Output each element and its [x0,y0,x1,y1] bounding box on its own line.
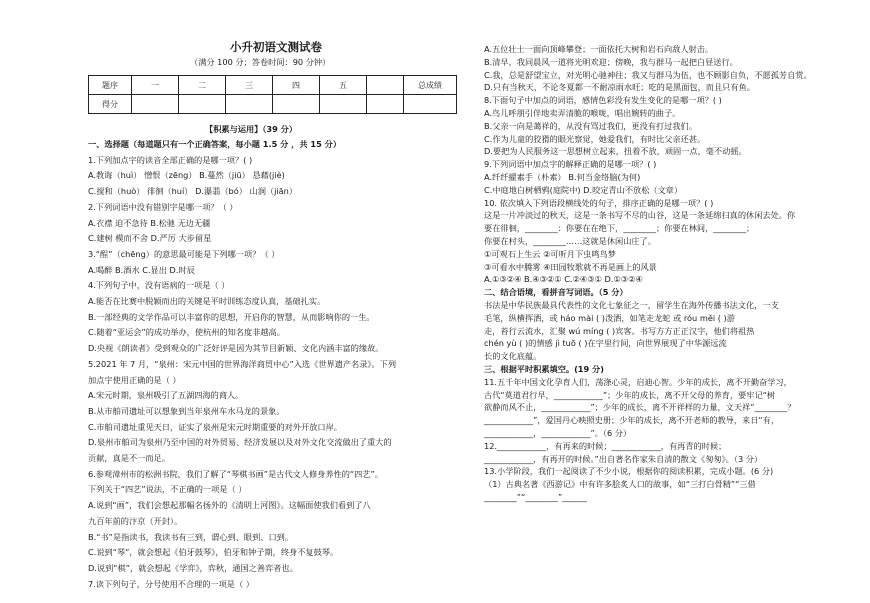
score-cell[interactable] [367,95,404,114]
question-line: 三、根据平时积累填空。(19 分) [484,364,604,374]
question-line: 走，苔行云流水，汇聚 wú míng ( )宾客。书写方方正正汉字，他们将祖热 [484,325,755,336]
question-line: A.喝醉 B.酒水 C.显出 D.时辰 [88,264,195,275]
part-one-title: 【积累与运用】（39 分） [205,124,298,134]
question-line: 你要在村头，________……这就是休闲山庄了。 [484,236,656,246]
question-line: 要在徘徊，________：你要在在绝下，________；你要在林间，________； [484,223,755,234]
question-line: 一、选择题（每道题只有一个正确答案，每小题 1.5 分 ，共 15 分） [88,139,342,149]
question-line: B.一部经典的文学作品可以丰富你的思想，开启你的智慧，从而影响你的一生。 [88,311,375,322]
question-line: 7.读下列句子，分号使用不合理的一项是（ ） [88,578,254,589]
question-line: D.说到“棋”，就会想起《学弈》，弈秋，通国之善弈者也。 [88,562,298,573]
page-title: 小升初语文测试卷 [230,40,322,54]
question-line: 加点字使用正确的是（ ） [88,374,181,385]
question-line: ①可观石上生云 ②可听月下虫鸣鸟梦 [484,248,616,259]
question-line: chén yù ( )的情感 jì tuō ( )在字里行间，向世界展现了中华源远流 [484,338,727,349]
question-line: A.纤纤擢素手（朴素） B.何当金络脑(为何) [484,172,641,182]
score-header-cell [367,76,404,95]
score-header-cell: 二 [179,76,226,95]
question-line: C.随着“亚运会”的成功举办，使杭州的知名度非越高。 [88,327,285,338]
score-cell[interactable] [404,95,457,114]
question-line: 8.下面句子中加点的词语，感情色彩没有发生变化的是哪一项？( ) [484,95,722,106]
question-line: A.①③②④ B.④③②① C.②④③① D.①③②④ [484,274,643,285]
question-line: 11.五千年中国文化孕育人们，荡涤心灵，启迪心智。少年的成长，离不开勤奋学习， [484,376,792,387]
question-line: 长的文化底蕴。 [484,351,542,362]
question-line: ____________，____________”。（6 分） [484,428,632,438]
question-line: A.教诲（huì） 憎恨（zēng） B.蔓然（jiū） 恳藉(jiè) [88,170,285,181]
score-cell[interactable] [132,95,179,114]
question-line: C.作为儿童的狡猾的眼光察觉，她爱我们，有时比父亲还甚。 [484,133,706,144]
score-row-label: 得分 [89,95,132,114]
score-header-cell: 一 [132,76,179,95]
question-line: 12.____________，有再来的时候；____________，有再青的时候； [484,440,727,451]
score-header-cell: 四 [273,76,320,95]
question-line: 欲静而风不止，____________”；少年的成长，离不开祥样的力量，文天祥“________？ [484,402,796,413]
question-line: ③可看水中腾雾 ④田园牧歌就不再是画上的风景 [484,261,657,272]
question-line: 3.“酲”（chēng）的意思最可能是下列哪一项？（ ） [88,248,280,259]
question-line: ____________，有再开的时候。”出自著名作家朱自清的散文《匆匆》。（3 分） [484,453,763,464]
question-line: 9.下列词语中加点字的解释正确的是哪一项？( ) [484,159,657,170]
question-line: ____________”，爱国丹心映照史册；少年的成长，离不开老师的教导，来日“有， [484,415,780,426]
question-line: C.我，总是舒望宝立，对光明心驰神往；我又与群马为伍，也不顾影自负，不愿孤芳自赏。 [484,69,812,80]
exam-subtitle: （满分 100 分；答卷时间：90 分钟） [190,57,331,67]
question-line: 1.下列加点字的读音全部正确的是哪一项？( ) [88,154,253,165]
question-line: D.泉州市舶司为泉州乃至中国的对外贸易、经济发展以及对外文化交流做出了重大的 [88,437,392,448]
score-header-cell: 题序 [89,76,132,95]
question-line: B.从市舶司遗址可以想象到当年泉州车水马龙的景象。 [88,405,285,416]
score-cell[interactable] [179,95,226,114]
question-line: 下列关于“四艺”说法，不正确的一项是（ ） [88,484,247,495]
question-line: 13.小学阶段，我们一起阅读了不少小说，根据你的阅读积累，完成小题。(6 分) [484,466,774,477]
question-line: 古代“莫道君行早，____________”；少年的成长，离不开父母的养育，要牢记“树 [484,389,776,400]
question-line: 贡献，真是不一而足。 [88,453,170,463]
question-line: C.市舶司遗址重见天日，证实了泉州是宋元时期重要的对外开放口岸。 [88,421,342,432]
question-line: A.衣襟 迫不急待 B.松驰 无边无疆 [88,217,211,228]
question-line: 这是一片冲淡过的秋天，这是一条书写不尽的山谷，这是一条延绵扫真的休闲去处。你 [484,210,796,221]
question-line: A.五位壮士一面向顶峰攀登；一面依托大树和岩石向敌人射击。 [484,44,714,54]
score-cell[interactable] [273,95,320,114]
score-cell[interactable] [320,95,367,114]
question-line: A.宋元时期，泉州吸引了五湖四海的商人。 [88,390,244,401]
question-line: A.说到“画”，我们会想起那幅名扬外的《清明上河图》。这幅面使我们看到了八 [88,500,371,511]
question-line: B.父亲一向是蔼祥的，从没有骂过我们，更没有打过我们。 [484,120,697,131]
question-line: D.只有当秋天，不论冬夏都一不耐凉雨水旺；吃的是黑面包，而且只有鱼。 [484,82,755,93]
question-line: B.清早，我同晨风一道将光明欢迎；傍晚，我与群马一起把白昼送行。 [484,56,738,67]
question-line: 毛笔，纵横挥洒，或 háo mài ( )泼洒，如笔走龙蛇 或 róu měi ( )游 [484,312,735,323]
score-value-row [89,95,457,114]
question-line: 4.下列句子中，没有语病的一项是（ ） [88,280,230,291]
question-line: （1）古典名著《西游记》中有许多脍炙人口的故事，如“三打白骨精”“三借 [484,479,756,490]
question-line: 6.参观漳州市的松洲书院，我们了解了“琴棋书画”是古代文人修身养性的“四艺”。 [88,468,383,479]
question-line: 2.下列词语中没有错别字是哪一项？（ ） [88,201,238,212]
question-line: C.说到“琴”，就会想起《伯牙鼓琴》，伯牙和钟子期，终身不复鼓琴。 [88,547,339,558]
question-line: 九百年前的汴京（开封）。 [88,515,183,526]
question-line: C.搅和（huò） 徘徊（huí） D.瀑翡（bó） 山涧（jiān） [88,186,298,197]
score-header-cell: 三 [226,76,273,95]
score-header-cell: 五 [320,76,367,95]
question-line: 5.2021 年 7 月，“泉州：宋元中国的世界海洋商贸中心”入选《世界遗产名录》。下列 [88,358,397,369]
question-line: C.建树 模而不舍 D.严厉 大步留星 [88,233,212,244]
question-line: A.能否在比赛中脱颖而出的关键是平时训练态度认真，基础扎实。 [88,296,326,306]
question-line: B.“书”是指读书，我读书有三到，谓心到、眼到、口到。 [88,531,294,542]
question-line: ________”“________”______ [484,492,587,502]
score-header-row [89,76,457,95]
question-line: D.要把为人民服务这一思想树立起来，扭着不放，顽固一点，毫不动摇。 [484,146,747,157]
score-table [88,75,457,114]
question-line: A.鸟儿呼朋引伴地卖弄清脆的喉咙，唱出婉转的曲子。 [484,108,681,118]
question-line: 书法是中华民族最具代表性的文化七象征之一，留学生在海外传播书法文化，一支 [484,300,779,310]
score-header-cell: 总成绩 [404,76,457,95]
question-line: 10. 依次填入下列语段横线处的句子，排序正确的是哪一项？( ) [484,197,714,208]
score-cell[interactable] [226,95,273,114]
question-line: D.央视《朗读者》受到观众的广泛好评是因为其节目新颖、文化内涵丰富的缘故。 [88,343,384,354]
question-line: 二、结合语境，看拼音写词语。（5 分） [484,287,628,298]
question-line: C.中庭地白树栖鸦(庭院中) D.咬定青山不放松（文章） [484,184,683,195]
